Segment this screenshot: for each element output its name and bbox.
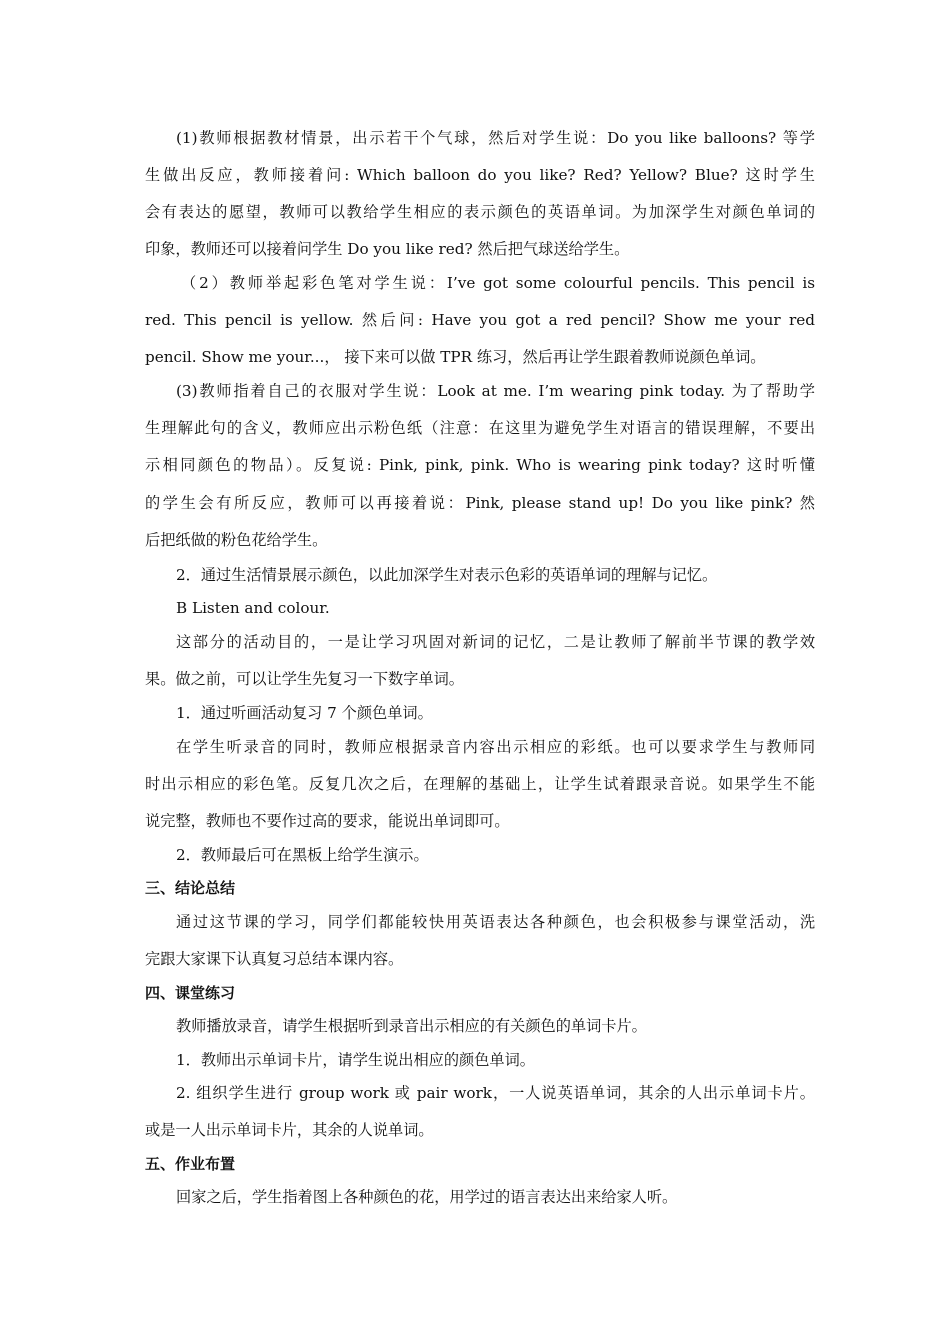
paragraph-line: 完跟大家课下认真复习总结本课内容。 bbox=[145, 950, 404, 968]
paragraph-line: 后把纸做的粉色花给学生。 bbox=[145, 531, 328, 549]
section-heading: 四、课堂练习 bbox=[145, 984, 236, 1002]
paragraph-line: 1．教师出示单词卡片，请学生说出相应的颜色单词。 bbox=[176, 1051, 535, 1069]
paragraph-line: 时出示相应的彩色笔。反复几次之后，在理解的基础上，让学生试着跟录音说。如果学生不能 bbox=[145, 775, 815, 793]
paragraph-line: 示相同颜色的物品）。反复说: Pink, pink, pink. Who is wearing pink today? 这时听懂 bbox=[145, 456, 815, 474]
paragraph-line: 2．教师最后可在黑板上给学生演示。 bbox=[176, 846, 429, 864]
paragraph-line: 这部分的活动目的，一是让学习巩固对新词的记忆，二是让教师了解前半节课的教学效 bbox=[176, 633, 815, 651]
paragraph-line: (3)教师指着自己的衣服对学生说：Look at me. I’m wearing pink today. 为了帮助学 bbox=[176, 382, 815, 400]
paragraph-line: 1．通过听画活动复习 7 个颜色单词。 bbox=[176, 704, 433, 722]
paragraph-line: （2）教师举起彩色笔对学生说：I’ve got some colourful pencils. This pencil is bbox=[181, 274, 815, 292]
paragraph-line: red. This pencil is yellow. 然后问: Have you got a red pencil? Show me your red bbox=[145, 311, 815, 329]
paragraph-line: 回家之后，学生指着图上各种颜色的花，用学过的语言表达出来给家人听。 bbox=[176, 1188, 678, 1206]
paragraph-line: 的学生会有所反应，教师可以再接着说：Pink, please stand up! Do you like pink? 然 bbox=[145, 494, 815, 512]
paragraph-line: 2．通过生活情景展示颜色，以此加深学生对表示色彩的英语单词的理解与记忆。 bbox=[176, 566, 718, 584]
paragraph-line: 或是一人出示单词卡片，其余的人说单词。 bbox=[145, 1121, 434, 1139]
paragraph-line: (1)教师根据教材情景，出示若干个气球，然后对学生说：Do you like balloons? 等学 bbox=[176, 129, 815, 147]
paragraph-line: 印象，教师还可以接着问学生 Do you like red? 然后把气球送给学生。 bbox=[145, 240, 630, 258]
paragraph-line: 生做出反应，教师接着问: Which balloon do you like? Red? Yellow? Blue? 这时学生 bbox=[145, 166, 815, 184]
paragraph-line: 教师播放录音，请学生根据听到录音出示相应的有关颜色的单词卡片。 bbox=[176, 1017, 647, 1035]
section-heading: 三、结论总结 bbox=[145, 879, 236, 897]
section-heading: 五、作业布置 bbox=[145, 1155, 236, 1173]
paragraph-line: pencil. Show me your...， 接下来可以做 TPR 练习，然后再让学生跟着教师说颜色单词。 bbox=[145, 348, 766, 366]
paragraph-line: 2. 组织学生进行 group work 或 pair work，一人说英语单词，其余的人出示单词卡片。 bbox=[176, 1084, 815, 1102]
paragraph-line: 生理解此句的含义，教师应出示粉色纸（注意：在这里为避免学生对语言的错误理解，不要出 bbox=[145, 419, 815, 437]
paragraph-line: 说完整，教师也不要作过高的要求，能说出单词即可。 bbox=[145, 812, 510, 830]
paragraph-line: 会有表达的愿望，教师可以教给学生相应的表示颜色的英语单词。为加深学生对颜色单词的 bbox=[145, 203, 815, 221]
paragraph-line: 在学生听录音的同时，教师应根据录音内容出示相应的彩纸。也可以要求学生与教师同 bbox=[176, 738, 815, 756]
paragraph-line: 通过这节课的学习，同学们都能较快用英语表达各种颜色，也会积极参与课堂活动，洗 bbox=[176, 913, 815, 931]
paragraph-line: B Listen and colour. bbox=[176, 599, 330, 617]
paragraph-line: 果。做之前，可以让学生先复习一下数字单词。 bbox=[145, 670, 464, 688]
